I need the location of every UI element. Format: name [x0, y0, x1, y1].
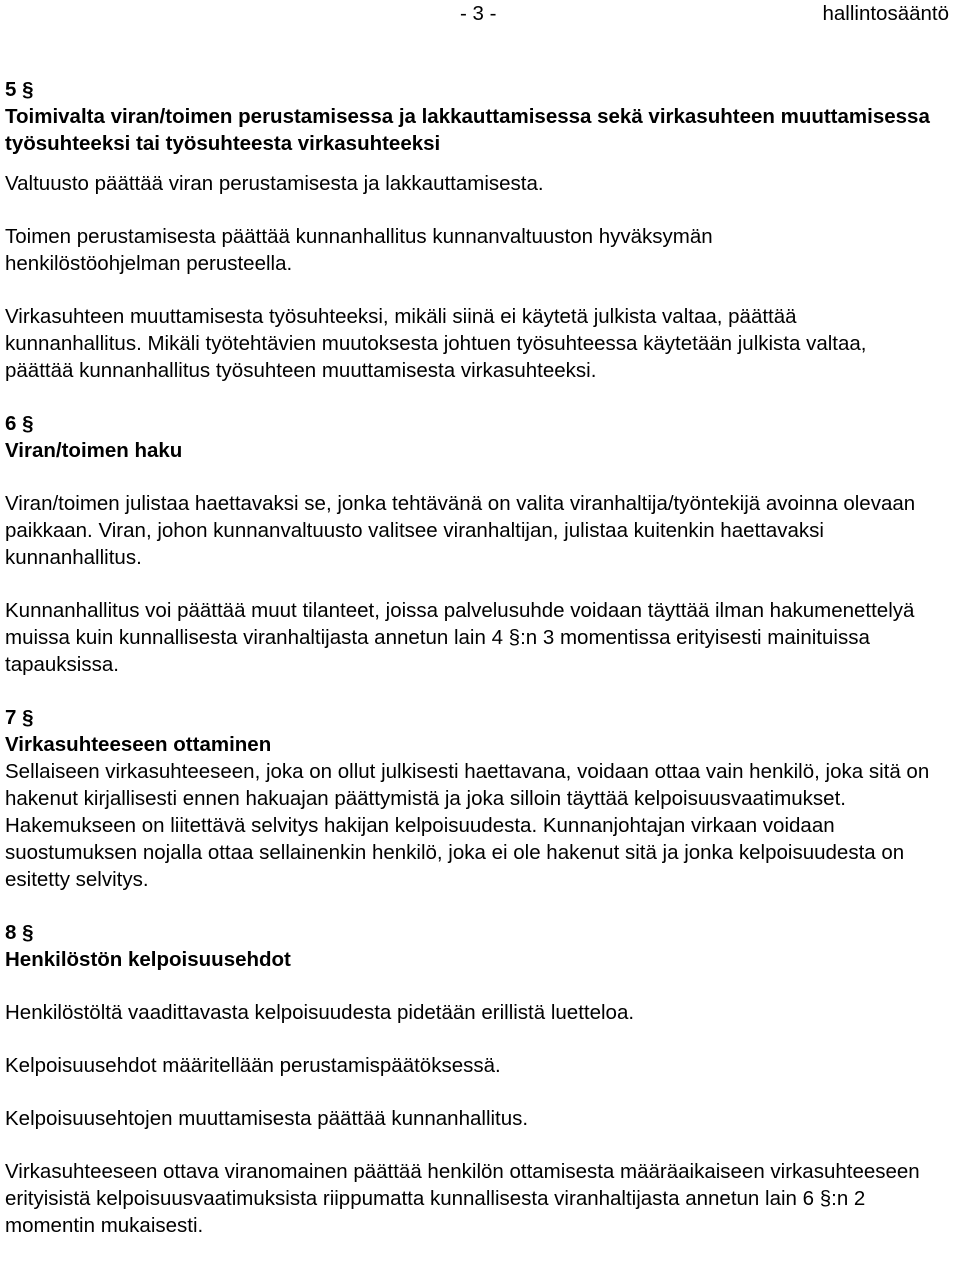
section-number: 8 §: [5, 921, 34, 944]
document-body: [5, 76, 960, 1239]
page-number: - 3 -: [460, 2, 497, 25]
paragraph: Virkasuhteeseen ottava viranomainen päättää henkilön ottamisesta määräaikaiseen virkasuhteeseen erityisistä kelpoisuusvaatimuksista riippumatta kunnallisesta viranhaltijasta annetun lain 6 §:n 2 momentin mukaisesti.: [5, 1160, 920, 1237]
section-number: 6 §: [5, 412, 34, 435]
paragraph: Kelpoisuusehdot määritellään perustamispäätöksessä.: [5, 1054, 501, 1077]
section-title: Viran/toimen haku: [5, 439, 183, 462]
section-8: [5, 919, 960, 1239]
section-number: 5 §: [5, 78, 34, 101]
section-number: 7 §: [5, 706, 34, 729]
paragraph: Kunnanhallitus voi päättää muut tilanteet, joissa palvelusuhde voidaan täyttää ilman hakumenettelyä muissa kuin kunnallisesta viranhaltijasta annetun lain 4 §:n 3 momentissa erityisesti mainituissa tapauksissa.: [5, 599, 915, 676]
section-5: [5, 76, 960, 384]
page-header: [0, 0, 960, 27]
paragraph: Toimen perustamisesta päättää kunnanhallitus kunnanvaltuuston hyväksymän henkilöstöohjelman perusteella.: [5, 225, 713, 275]
document-name: hallintosääntö: [822, 2, 949, 25]
paragraph: Virkasuhteen muuttamisesta työsuhteeksi, mikäli siinä ei käytetä julkista valtaa, päättää kunnanhallitus. Mikäli työtehtävien muutoksesta johtuen työsuhteessa käytetään julkista valtaa, päättää kunnanhallitus työsuhteen muuttamisesta virkasuhteeksi.: [5, 305, 867, 382]
section-6: [5, 410, 960, 678]
paragraph: Henkilöstöltä vaadittavasta kelpoisuudesta pidetään erillistä luetteloa.: [5, 1001, 635, 1024]
section-title: Toimivalta viran/toimen perustamisessa ja lakkauttamisessa sekä virkasuhteen muuttamisessa työsuhteeksi tai työsuhteesta virkasuhteeksi: [5, 105, 930, 155]
section-title: Henkilöstön kelpoisuusehdot: [5, 948, 291, 971]
paragraph: Viran/toimen julistaa haettavaksi se, jonka tehtävänä on valita viranhaltija/työntekijä avoinna olevaan paikkaan. Viran, johon kunnanvaltuusto valitsee viranhaltijan, julistaa kuitenkin haettavaksi kunnanhallitus.: [5, 492, 916, 569]
section-title: Virkasuhteeseen ottaminen: [5, 733, 272, 756]
paragraph: Sellaiseen virkasuhteeseen, joka on ollut julkisesti haettavana, voidaan ottaa vain henkilö, joka sitä on hakenut kirjallisesti ennen hakuajan päättymistä ja joka silloin täyttää kelpoisuusvaatimukset. Hakemukseen on liitettävä selvitys hakijan kelpoisuudesta. Kunnanjohtajan virkaan voidaan suostumuksen nojalla ottaa sellainenkin henkilö, joka ei ole hakenut sitä ja jonka kelpoisuudesta on esitetty selvitys.: [5, 760, 930, 891]
section-7: [5, 704, 960, 893]
paragraph: Valtuusto päättää viran perustamisesta ja lakkauttamisesta.: [5, 172, 544, 195]
paragraph: Kelpoisuusehtojen muuttamisesta päättää kunnanhallitus.: [5, 1107, 529, 1130]
